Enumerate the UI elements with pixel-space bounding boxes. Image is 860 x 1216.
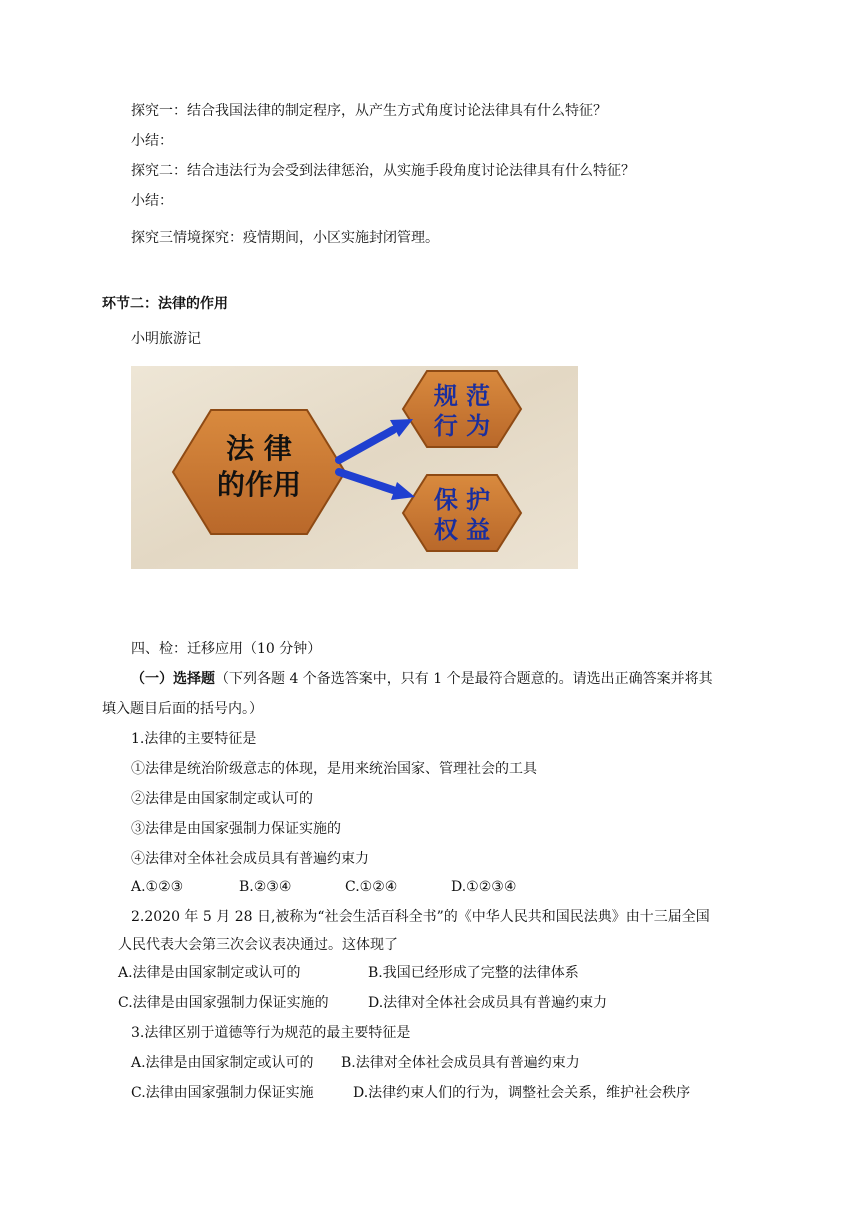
q1-statement-1: ①法律是统治阶级意志的体现，是用来统治国家、管理社会的工具 [131,761,537,777]
q2-stem-line1: 2.2020 年 5 月 28 日,被称为“社会生活百科全书”的《中华人民共和国民法典》由十三届全国 [131,909,710,925]
explore-question-3: 探究三情境探究：疫情期间，小区实施封闭管理。 [131,230,439,246]
q1-option-a: A.①②③ [131,879,184,895]
q2-option-a: A.法律是由国家制定或认可的 [118,965,301,981]
bottom-label-line2: 权 益 [433,516,491,544]
explore-question-2: 探究二：结合违法行为会受到法律惩治，从实施手段角度讨论法律具有什么特征？ [131,163,635,179]
top-label-line2: 行 为 [433,412,491,440]
role-of-law-diagram [131,366,578,569]
q3-option-d: D.法律约束人们的行为，调整社会关系，维护社会秩序 [353,1085,691,1101]
summary-label-2: 小结： [131,193,173,209]
q2-stem-line2: 人民代表大会第三次会议表决通过。这体现了 [118,937,398,953]
center-label-line2: 的作用 [216,468,302,501]
q3-stem: 3.法律区别于道德等行为规范的最主要特征是 [131,1025,411,1041]
choice-instructions-line1 [131,669,713,689]
q2-option-b: B.我国已经形成了完整的法律体系 [368,965,579,981]
q3-option-b: B.法律对全体社会成员具有普遍约束力 [341,1055,580,1071]
q1-option-b: B.②③④ [239,879,292,895]
choice-heading: （一）选择题 [131,671,215,687]
story-title: 小明旅游记 [131,331,201,347]
q1-statement-4: ④法律对全体社会成员具有普遍约束力 [131,851,369,867]
center-label-line1: 法 律 [226,432,292,465]
summary-label-1: 小结： [131,133,173,149]
q1-stem: 1.法律的主要特征是 [131,731,257,747]
q1-option-c: C.①②④ [345,879,398,895]
top-label-line1: 规 范 [433,382,491,410]
choice-instructions-line2: 填入题目后面的括号内。） [102,701,263,717]
q2-option-c: C.法律是由国家强制力保证实施的 [118,995,329,1011]
section-4-title: 四、检：迁移应用（10 分钟） [131,641,322,657]
q3-option-a: A.法律是由国家制定或认可的 [131,1055,314,1071]
explore-question-1: 探究一：结合我国法律的制定程序，从产生方式角度讨论法律具有什么特征？ [131,103,607,119]
q1-statement-3: ③法律是由国家强制力保证实施的 [131,821,341,837]
q2-option-d: D.法律对全体社会成员具有普遍约束力 [368,995,608,1011]
q1-statement-2: ②法律是由国家制定或认可的 [131,791,313,807]
bottom-label-line1: 保 护 [433,486,491,514]
q1-option-d: D.①②③④ [451,879,517,895]
choice-note: （下列各题 4 个备选答案中，只有 1 个是最符合题意的。请选出正确答案并将其 [215,671,713,687]
section-heading-role-of-law: 环节二：法律的作用 [102,296,228,312]
q3-option-c: C.法律由国家强制力保证实施 [131,1085,314,1101]
